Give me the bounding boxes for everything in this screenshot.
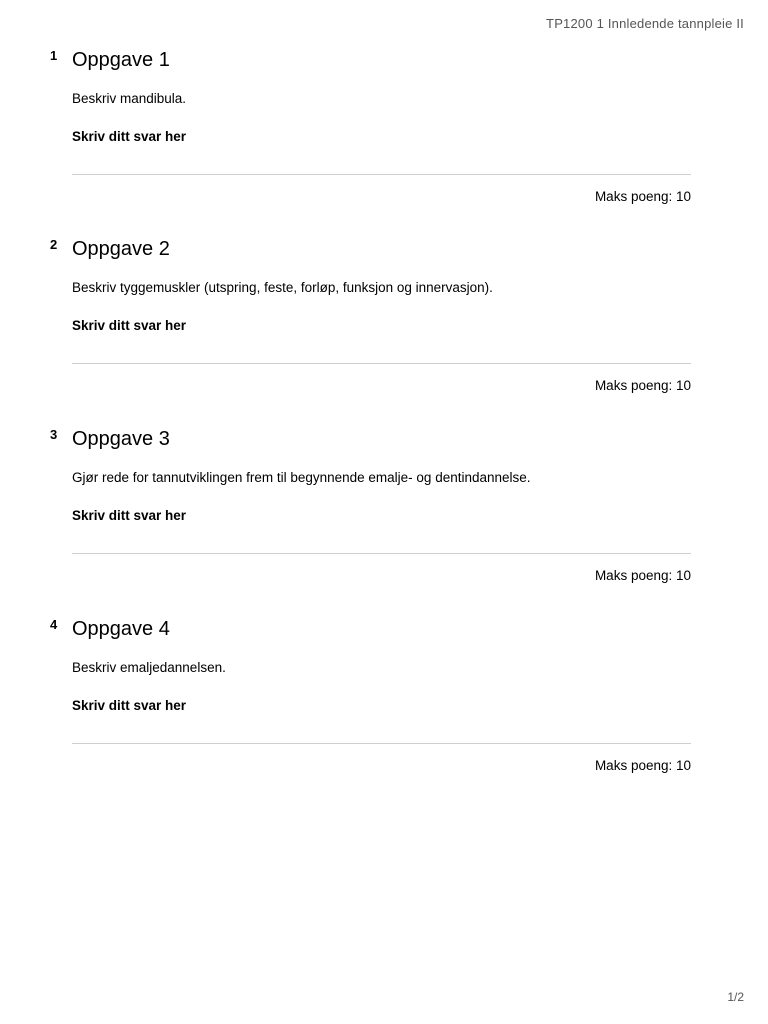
- question-title: Oppgave 3: [72, 428, 170, 450]
- answer-divider: [72, 553, 691, 554]
- answer-divider: [72, 174, 691, 175]
- question-text: Beskriv tyggemuskler (utspring, feste, forløp, funksjon og innervasjon).: [72, 280, 493, 295]
- max-points: Maks poeng: 10: [594, 758, 691, 773]
- question-text: Beskriv mandibula.: [72, 91, 187, 106]
- page-header: TP1200 1 Innledende tannpleie II: [546, 16, 744, 31]
- max-points: Maks poeng: 10: [594, 378, 691, 393]
- question-4: [0, 617, 768, 807]
- question-2: [0, 237, 768, 427]
- question-text: Beskriv emaljedannelsen.: [72, 660, 226, 675]
- question-1: [0, 48, 768, 238]
- page-number: 1/2: [727, 990, 744, 1004]
- question-number: 2: [50, 237, 58, 252]
- answer-label: Skriv ditt svar her: [72, 698, 187, 713]
- answer-divider: [72, 743, 691, 744]
- question-text: Gjør rede for tannutviklingen frem til begynnende emalje- og dentindannelse.: [72, 470, 531, 485]
- max-points: Maks poeng: 10: [594, 568, 691, 583]
- question-number: 1: [50, 48, 58, 63]
- question-number: 3: [50, 427, 58, 442]
- answer-label: Skriv ditt svar her: [72, 508, 187, 523]
- answer-label: Skriv ditt svar her: [72, 129, 187, 144]
- question-title: Oppgave 4: [72, 618, 170, 640]
- question-3: [0, 427, 768, 617]
- max-points: Maks poeng: 10: [594, 189, 691, 204]
- answer-label: Skriv ditt svar her: [72, 318, 187, 333]
- question-number: 4: [50, 617, 58, 632]
- question-title: Oppgave 1: [72, 49, 170, 71]
- question-title: Oppgave 2: [72, 238, 170, 260]
- answer-divider: [72, 363, 691, 364]
